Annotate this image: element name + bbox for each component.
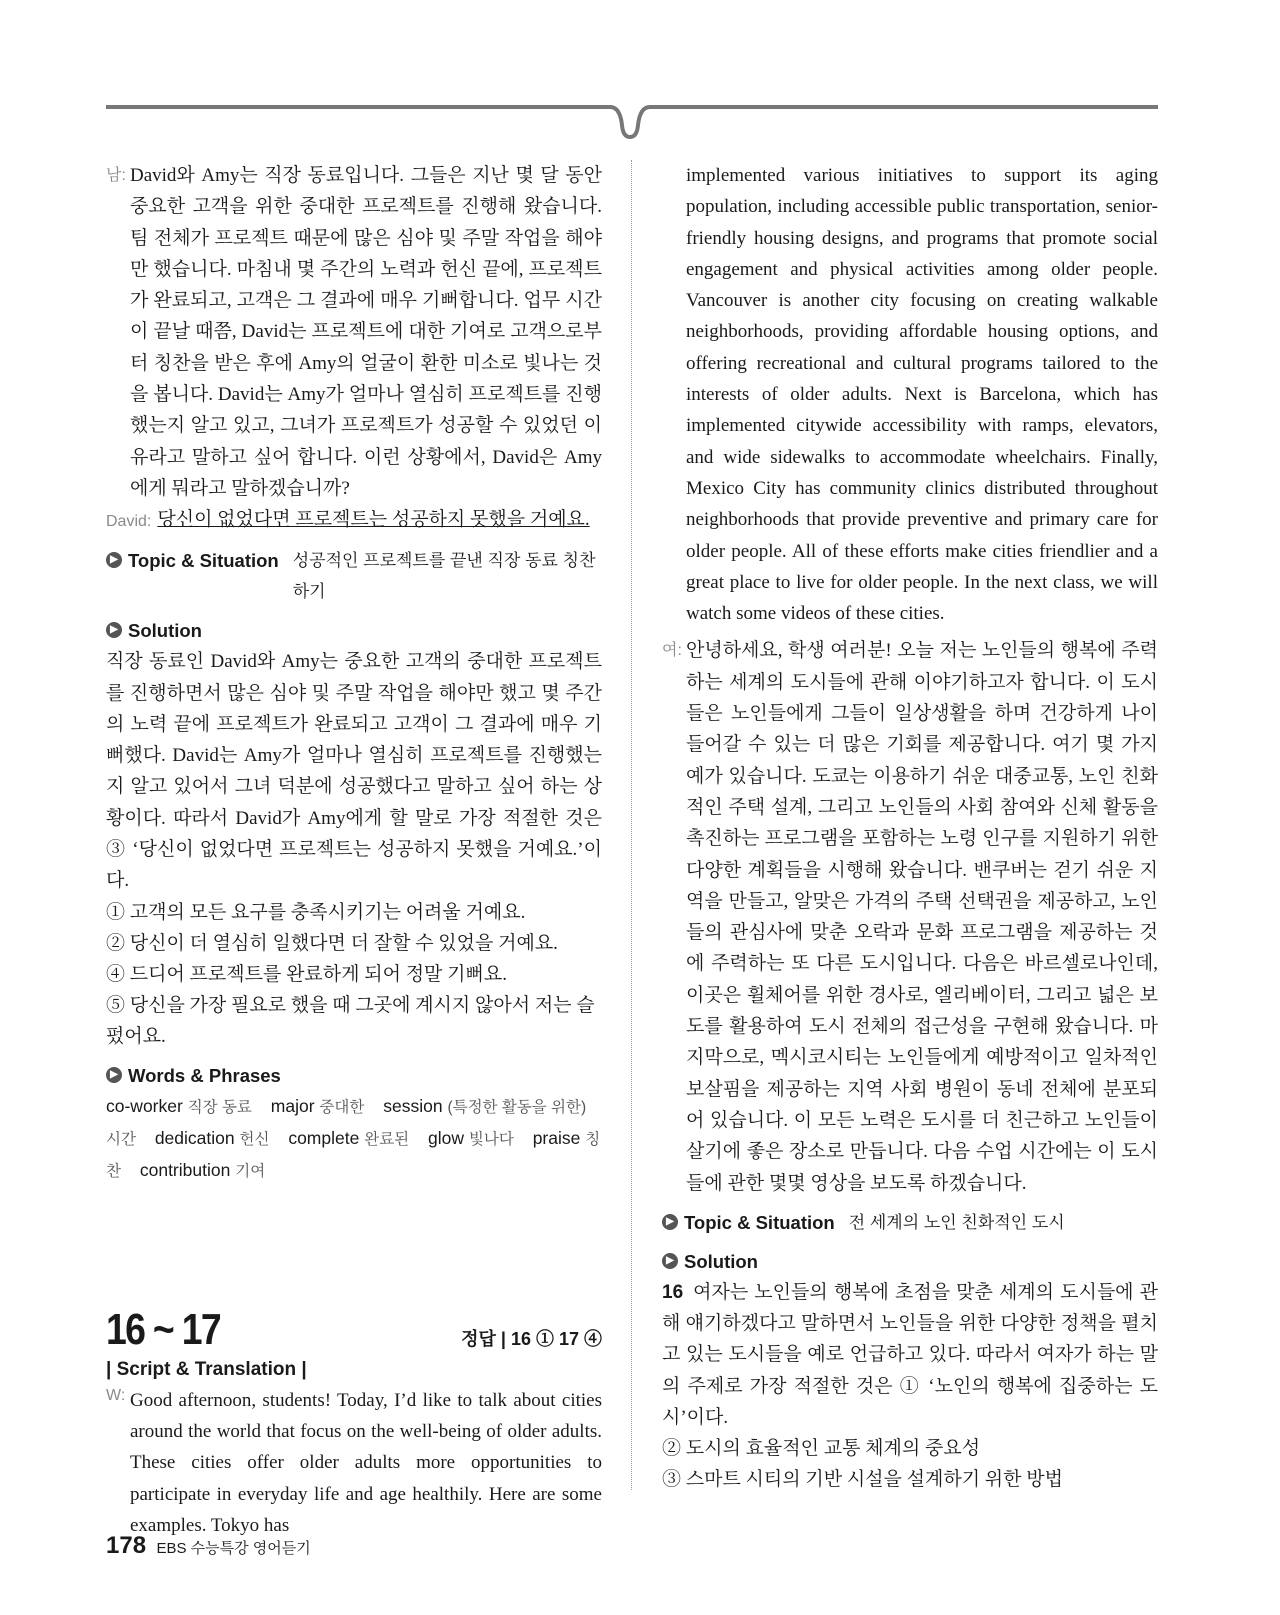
dialogue-woman — [106, 1385, 602, 1541]
solution-heading — [662, 1246, 1158, 1277]
play-bullet-icon: ▶ — [662, 1253, 678, 1269]
translation-woman — [662, 635, 1158, 1198]
option: ① 고객의 모든 요구를 충족시키기는 어려울 거예요. — [106, 901, 526, 923]
option: ③ 스마트 시티의 기반 시설을 설계하기 위한 방법 — [662, 1469, 1063, 1491]
page-number: 178 — [106, 1532, 147, 1559]
section-title: Topic & Situation — [128, 550, 279, 572]
words-list — [106, 1091, 602, 1187]
script-title: | Script & Translation | — [106, 1358, 307, 1380]
dialogue-text: David와 Amy는 직장 동료입니다. 그들은 지난 몇 달 동안 중요한 고객을 위한 중대한 프로젝트를 진행해 왔습니다. 팀 전체가 프로젝트 때문에 많은 심야 및 주말 작업을 해야만 했습니다. 마침내 몇 주간의 노력과 헌신 끝에, 프로젝트가 완료되고, 고객은 그 결과에 매우 기뻐합니다. 업무 시간이 끝날 때쯤, David는 프로젝트에 대한 기여로 고객으로부터 칭찬을 받은 후에 Amy의 얼굴이 환한 미소로 빛나는 것을 봅니다. David는 Amy가 얼마나 열심히 프로젝트를 진행했는지 알고 있고, 그녀가 프로젝트가 성공할 수 있었던 이유라고 말하고 싶어 합니다. 이런 상황에서, David은 Amy에게 뭐라고 말하겠습니까? — [130, 165, 602, 499]
speaker-tag: David: — [106, 513, 152, 531]
header-rule — [0, 0, 1280, 150]
word-en: session — [383, 1095, 443, 1116]
question-number: 16 ~ 17 — [106, 1304, 220, 1354]
word-en: dedication — [154, 1127, 235, 1148]
left-column — [106, 160, 602, 1541]
word-en: contribution — [139, 1159, 231, 1180]
option: ⑤ 당신을 가장 필요로 했을 때 그곳에 계시지 않아서 저는 슬펐어요. — [106, 994, 595, 1047]
words-heading — [106, 1060, 602, 1091]
play-bullet-icon: ▶ — [106, 622, 122, 638]
dialogue-man — [106, 160, 602, 504]
solution-text — [662, 1277, 1158, 1433]
option: ② 당신이 더 열심히 일했다면 더 잘할 수 있었을 거예요. — [106, 932, 558, 954]
option: ② 도시의 효율적인 교통 체계의 중요성 — [662, 1438, 981, 1460]
word-en: praise — [532, 1127, 581, 1148]
answer-key: 정답 | 16 ① 17 ④ — [461, 1328, 602, 1349]
word-ko: 칭찬 — [106, 1130, 601, 1180]
word-ko: 직장 동료 — [187, 1098, 252, 1116]
right-column — [662, 160, 1158, 1495]
section-title: Solution — [128, 620, 202, 642]
word-ko: (특정한 활동을 위한) 시간 — [106, 1098, 587, 1148]
topic-desc: 전 세계의 노인 친화적인 도시 — [848, 1212, 1065, 1232]
david-line — [106, 504, 602, 537]
translation-text: 안녕하세요, 학생 여러분! 오늘 저는 노인들의 행복에 주력하는 세계의 도시들에 관해 이야기하고자 합니다. 이 도시들은 노인들에게 그들이 일상생활을 하며 건강하게 나이 들어갈 수 있는 더 많은 기회를 제공합니다. 여기 몇 가지 예가 있습니다. 도쿄는 이용하기 쉬운 대중교통, 노인 친화적인 주택 설계, 그리고 노인들의 사회 참여와 신체 활동을 촉진하는 프로그램을 포함하는 노령 인구를 지원하기 위한 다양한 계획들을 시행해 왔습니다. 밴쿠버는 걷기 쉬운 지역을 만들고, 알맞은 가격의 주택 선택권을 제공하고, 노인들의 관심사에 맞춘 오락과 문화 프로그램을 제공하는 것에 주력하는 또 다른 도시입니다. 다음은 바르셀로나인데, 이곳은 휠체어를 위한 경사로, 엘리베이터, 그리고 넓은 보도를 활용하여 도시 전체의 접근성을 구현해 왔습니다. 마지막으로, 멕시코시티는 노인들에게 예방적이고 일차적인 보살핌을 제공하는 지역 사회 병원이 동네 전체에 분포되어 있습니다. 이 모든 노력은 도시를 더 친근하고 노인들이 살기에 좋은 장소로 만듭니다. 다음 수업 시간에는 이 도시들에 관한 몇몇 영상을 보도록 하겠습니다. — [686, 640, 1158, 1194]
option: ④ 드디어 프로젝트를 완료하게 되어 정말 기뻐요. — [106, 963, 507, 985]
topic-section — [662, 1207, 1158, 1238]
solution-text: 직장 동료인 David와 Amy는 중요한 고객의 중대한 프로젝트를 진행하면서 많은 심야 및 주말 작업을 해야만 했고 몇 주간의 노력 끝에 프로젝트가 완료되고 고객이 그 결과에 매우 기뻐했다. David는 Amy가 얼마나 열심히 프로젝트를 진행했는지 알고 있어서 그녀 덕분에 성공했다고 말하고 싶어 하는 상황이다. 따라서 David가 Amy에게 할 말로 가장 적절한 것은 ③ ‘당신이 없었다면 프로젝트는 성공하지 못했을 거예요.’이다. — [106, 651, 602, 892]
script-text-continued: implemented various initiatives to support its aging population, including accessible public transportation, senior-friendly housing designs, and programs that promote social engagement and physical activities among older people. Vancouver is another city focusing on creating walkable neighborhoods, providing affordable housing options, and offering recreational and cultural programs tailored to the interests of older adults. Next is Barcelona, which has implemented citywide accessibility with ramps, elevators, and wide sidewalks to accommodate wheelchairs. Finally, Mexico City has community clinics distributed throughout neighborhoods that provide preventive and primary care for older people. All of these efforts make cities friendlier and a great place to live for older people. In the next class, we will watch some videos of these cities. — [686, 165, 1158, 625]
speaker-tag: W: — [106, 1386, 126, 1404]
word-ko: 기여 — [235, 1162, 266, 1180]
play-bullet-icon: ▶ — [106, 552, 122, 568]
page-footer — [106, 1532, 311, 1560]
script-text: Good afternoon, students! Today, I’d like to talk about cities around the world that focus on the well-being of older adults. These cities offer older adults more opportunities to participate in everyday life and age healthily. Here are some examples. Tokyo has — [130, 1389, 602, 1536]
word-ko: 완료된 — [364, 1130, 410, 1148]
book-title: EBS 수능특강 영어듣기 — [156, 1540, 311, 1557]
word-ko: 빛나다 — [468, 1130, 514, 1148]
topic-desc: 성공적인 프로젝트를 끝낸 직장 동료 칭찬하기 — [292, 551, 596, 602]
word-en: glow — [428, 1127, 465, 1148]
solution-body: 여자는 노인들의 행복에 초점을 맞춘 세계의 도시들에 관해 얘기하겠다고 말하면서 노인들을 위한 다양한 정책을 펼치고 있는 도시들을 예로 언급하고 있다. 따라서 여자가 하는 말의 주제로 가장 적절한 것은 ① ‘노인의 행복에 집중하는 도시’이다. — [662, 1281, 1158, 1428]
question-number: 16 — [662, 1281, 684, 1303]
section-title: Topic & Situation — [684, 1211, 835, 1233]
word-en: major — [270, 1095, 315, 1116]
word-ko: 중대한 — [319, 1098, 365, 1116]
section-title: Solution — [684, 1250, 758, 1272]
speaker-tag: 여: — [662, 642, 682, 660]
solution-heading — [106, 615, 602, 646]
word-ko: 헌신 — [239, 1130, 270, 1148]
play-bullet-icon: ▶ — [106, 1067, 122, 1083]
column-divider — [631, 160, 632, 1490]
word-en: co-worker — [106, 1095, 183, 1116]
answer-line: 당신이 없었다면 프로젝트는 성공하지 못했을 거예요. — [157, 509, 590, 531]
play-bullet-icon: ▶ — [662, 1214, 678, 1230]
question-header — [106, 1305, 602, 1355]
section-title: Words & Phrases — [128, 1064, 281, 1086]
topic-section — [106, 545, 602, 607]
speaker-tag: 남: — [106, 167, 126, 184]
word-en: complete — [288, 1127, 360, 1148]
